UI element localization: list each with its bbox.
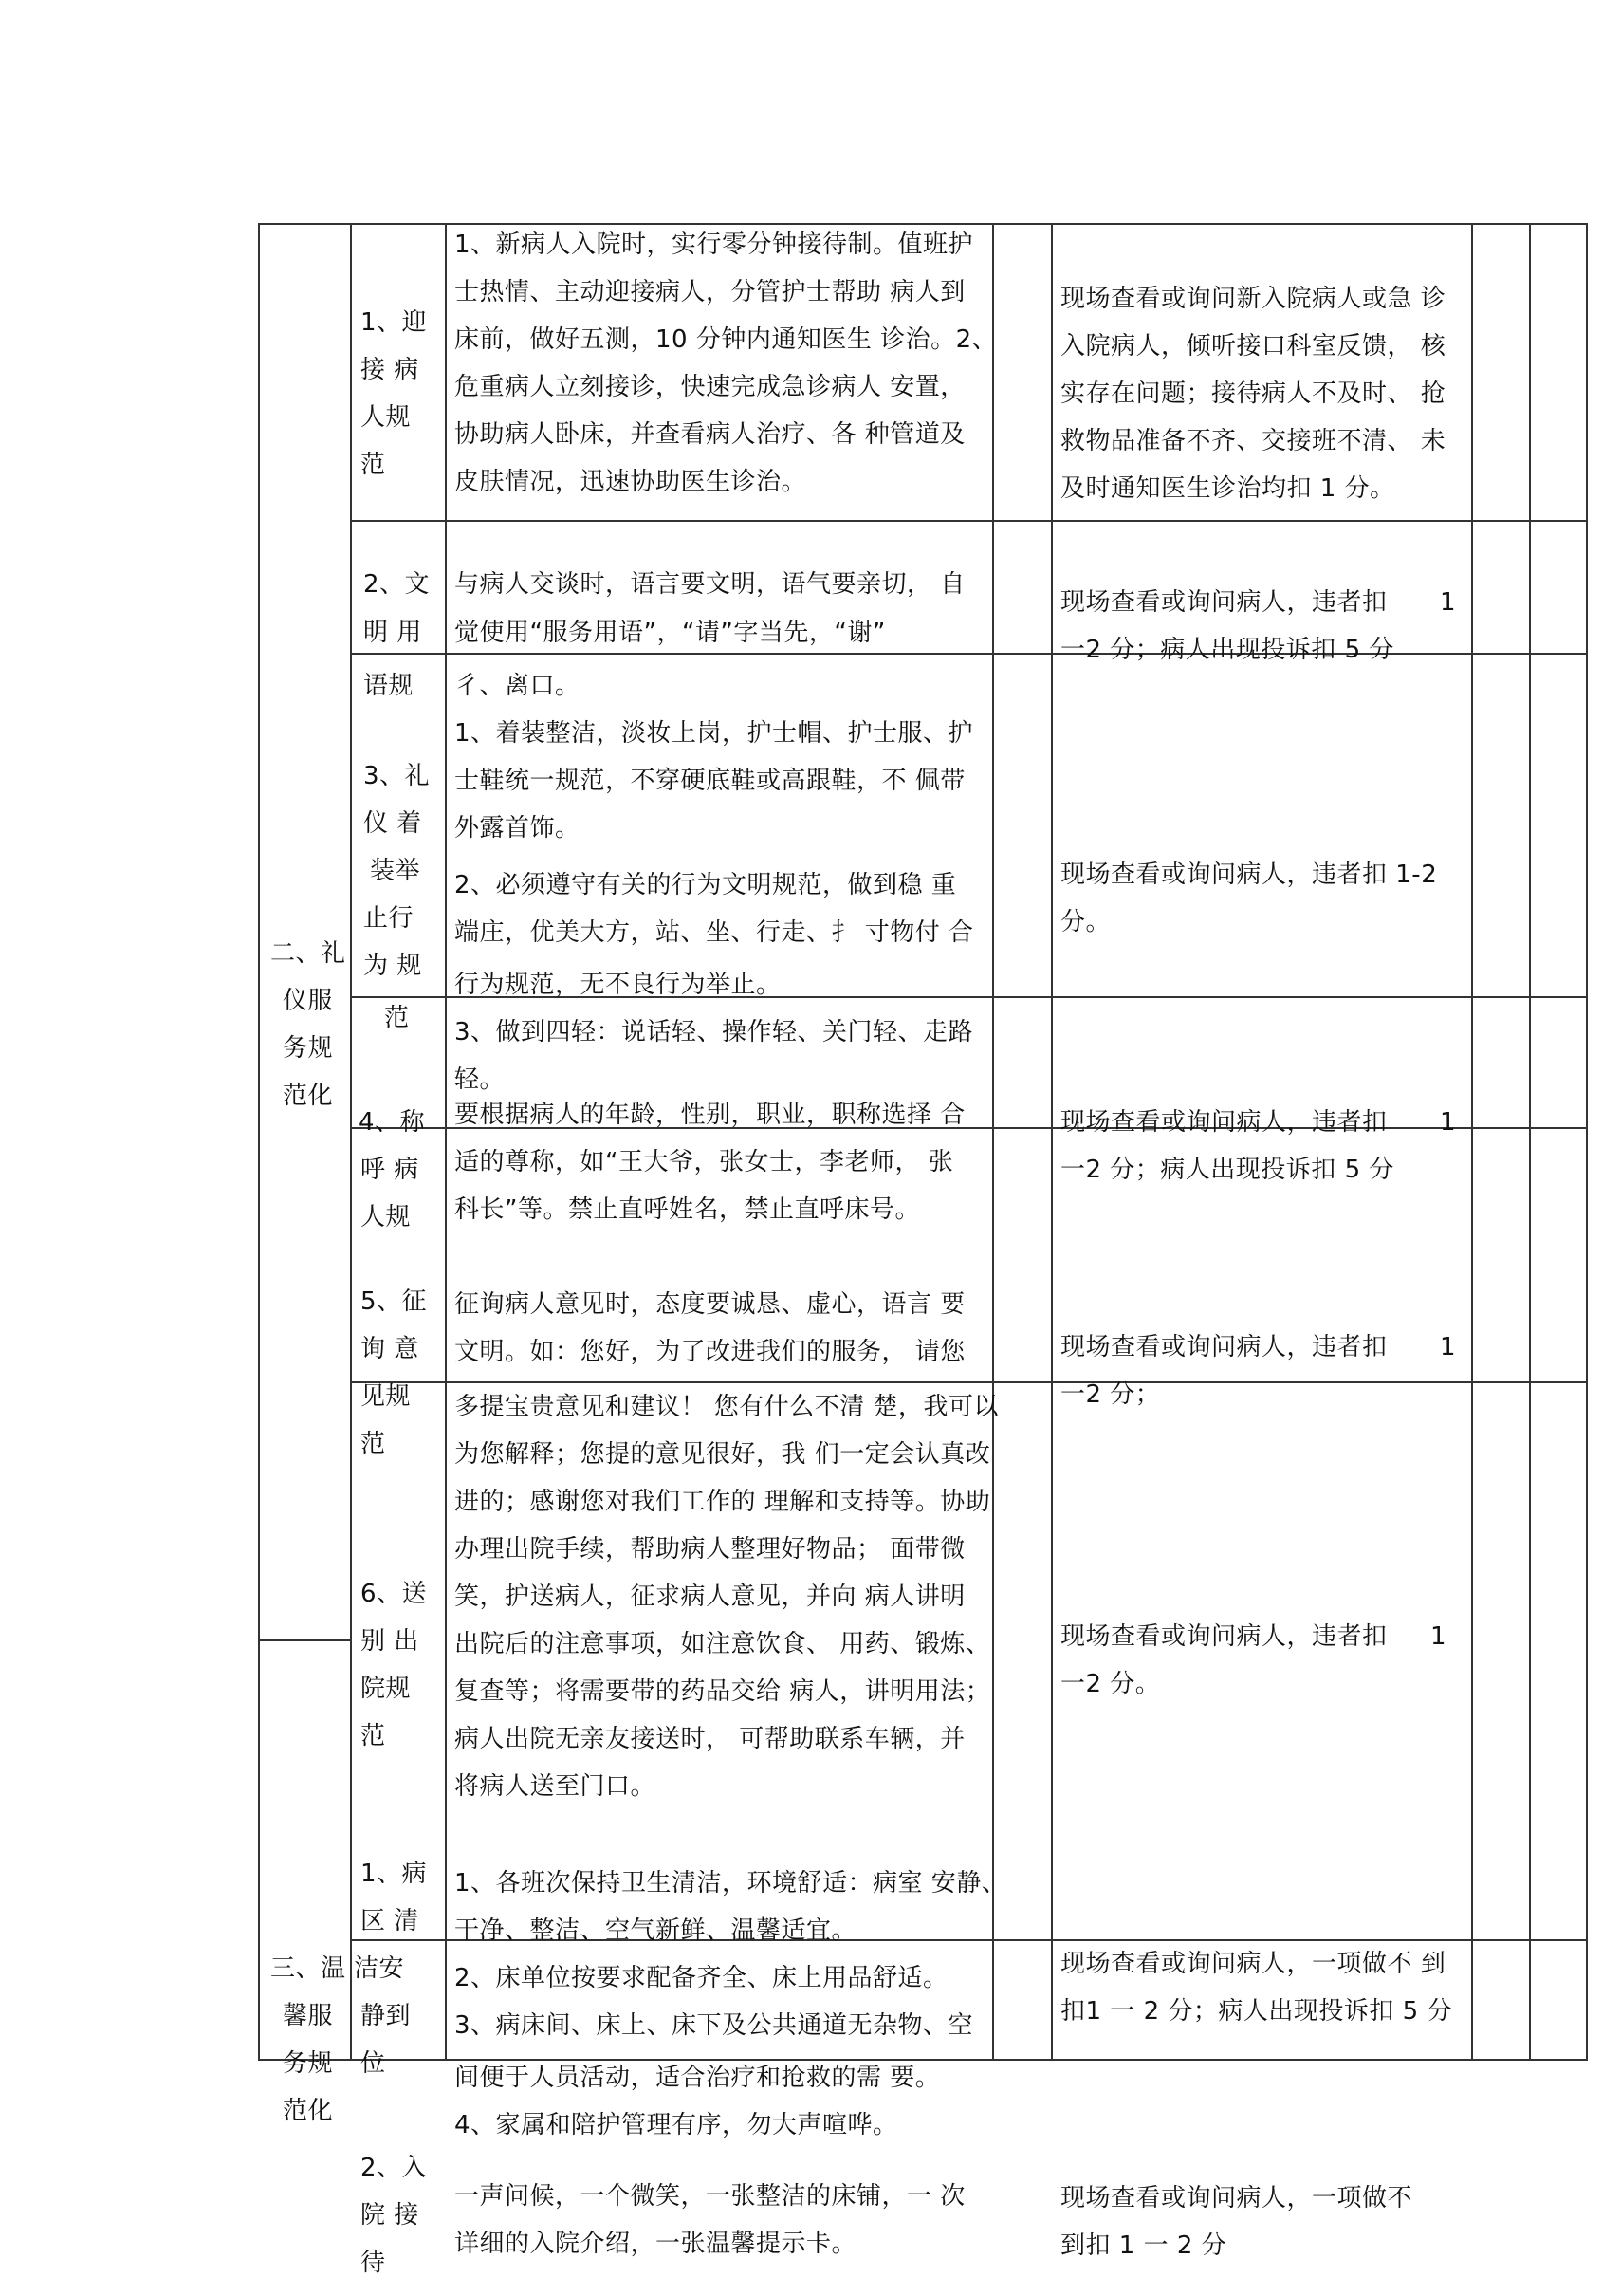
item-line: 洁安 <box>354 1954 405 1983</box>
standard-line: 一声问候，一个微笑，一张整洁的床铺，一 次 <box>454 2182 966 2211</box>
category-line: 二、礼 <box>270 939 346 968</box>
method-line: 及时通知医生诊治均扣 1 分。 <box>1060 474 1395 503</box>
item-line: 为 规 <box>363 952 422 980</box>
standard-line: 要根据病人的年龄，性别，职业，职称选择 合 <box>454 1101 966 1129</box>
method-line: 现场查看或询问病人，一项做不 <box>1060 2184 1413 2213</box>
item-line: 1、迎 <box>360 308 428 337</box>
method-line: 现场查看或询问病人，违者扣 <box>1060 1333 1388 1361</box>
item-line: 6、送 <box>360 1580 428 1608</box>
standard-line: 士热情、主动迎接病人，分管护士帮助 病人到 <box>454 278 966 306</box>
item-line: 见规 <box>360 1382 412 1411</box>
item-line: 2、文 <box>363 570 431 599</box>
method-line: 扣1 一 2 分；病人出现投诉扣 5 分 <box>1060 1997 1452 2026</box>
method-line: 现场查看或询问病人，一项做不 到 <box>1060 1950 1446 1978</box>
item-line: 院 接 <box>360 2201 419 2230</box>
category-line: 范化 <box>283 1082 334 1110</box>
item-line: 别 出 <box>360 1627 419 1656</box>
item-line: 范 <box>360 1722 386 1750</box>
standard-line: 床前，做好五测，10 分钟内通知医生 诊治。2、 <box>454 325 998 354</box>
standard-line: 行为规范，无不良行为举止。 <box>454 971 782 999</box>
standard-line: 与病人交谈时，语言要文明，语气要亲切， 自 <box>454 570 966 599</box>
standard-line: 文明。如：您好，为了改进我们的服务， 请您 <box>454 1338 966 1366</box>
category-line: 务规 <box>283 1034 334 1063</box>
standard-line: 外露首饰。 <box>454 814 580 842</box>
item-line: 人规 <box>360 1203 412 1231</box>
method-line: 现场查看或询问病人，违者扣 <box>1060 1108 1388 1137</box>
standard-line: 彳、离口。 <box>454 672 580 700</box>
method-line: 实存在问题；接待病人不及时、 抢 <box>1060 380 1446 408</box>
standard-line: 3、做到四轻：说话轻、操作轻、关门轻、走路 <box>454 1018 974 1046</box>
standard-line: 轻。 <box>454 1065 506 1094</box>
item-line: 明 用 <box>363 619 422 647</box>
item-line: 4、称 <box>359 1108 426 1137</box>
standard-line: 协助病人卧床，并查看病人治疗、各 种管道及 <box>454 420 966 449</box>
method-tail: 1 <box>1440 1333 1457 1361</box>
standard-line: 间便于人员活动，适合治疗和抢救的需 要。 <box>454 2064 941 2092</box>
standard-line: 办理出院手续，帮助病人整理好物品； 面带微 <box>454 1535 966 1564</box>
item-line: 人规 <box>360 403 412 432</box>
category-line: 仪服 <box>283 987 334 1015</box>
item-line: 范 <box>360 1430 386 1458</box>
standard-line: 3、病床间、床上、床下及公共通道无杂物、空 <box>454 2011 974 2040</box>
standard-line: 适的尊称，如“王大爷，张女士，李老师， 张 <box>454 1148 954 1176</box>
standard-line: 1、各班次保持卫生清洁，环境舒适：病室 安静、 <box>454 1869 1007 1898</box>
method-line: 一2 分；病人出现投诉扣 5 分 <box>1060 636 1394 664</box>
method-tail: 1 <box>1440 588 1457 617</box>
item-line: 1、病 <box>360 1860 428 1888</box>
method-line: 一2 分。 <box>1060 1670 1161 1698</box>
standard-line: 端庄，优美大方，站、坐、行走、扌 寸物付 合 <box>454 918 974 947</box>
standard-line: 笑，护送病人，征求病人意见，并向 病人讲明 <box>454 1583 966 1611</box>
standard-line: 皮肤情况，迅速协助医生诊治。 <box>454 468 807 496</box>
item-line: 范 <box>360 451 386 479</box>
standard-line: 士鞋统一规范，不穿硬底鞋或高跟鞋，不 佩带 <box>454 767 966 795</box>
item-line: 静到 <box>360 2002 412 2030</box>
standard-line: 将病人送至门口。 <box>454 1772 656 1801</box>
item-line: 接 病 <box>360 356 419 384</box>
item-line: 区 清 <box>360 1907 419 1935</box>
category-line: 务规 <box>283 2049 334 2078</box>
item-line: 语规 <box>363 672 414 700</box>
item-line: 位 <box>360 2049 386 2078</box>
method-line: 到扣 1 一 2 分 <box>1060 2231 1227 2260</box>
standard-line: 为您解释；您提的意见很好，我 们一定会认真改 <box>454 1440 991 1469</box>
category-line: 馨服 <box>283 2002 334 2030</box>
standard-line: 进的；感谢您对我们工作的 理解和支持等。协助 <box>454 1488 991 1516</box>
standard-line: 1、新病人入院时，实行零分钟接待制。值班护 <box>454 231 974 259</box>
method-tail: 1 <box>1430 1622 1447 1651</box>
standard-line: 4、家属和陪护管理有序，勿大声喧哗。 <box>454 2111 898 2139</box>
category-line: 范化 <box>283 2097 334 2125</box>
method-tail: 1 <box>1440 1108 1457 1137</box>
method-line: 现场查看或询问新入院病人或急 诊 <box>1060 285 1446 313</box>
item-line: 5、征 <box>360 1287 428 1316</box>
standard-line: 干净、整洁、空气新鲜、温馨适宜。 <box>454 1916 857 1945</box>
item-line: 院规 <box>360 1675 412 1703</box>
standard-line: 2、床单位按要求配备齐全、床上用品舒适。 <box>454 1964 949 1992</box>
item-line: 待 <box>360 2249 386 2277</box>
standard-line: 病人出院无亲友接送时， 可帮助联系车辆，并 <box>454 1725 966 1753</box>
standard-line: 复查等；将需要带的药品交给 病人，讲明用法； <box>454 1677 991 1706</box>
method-line: 救物品准备不齐、交接班不清、 未 <box>1060 427 1446 455</box>
item-line: 装举 <box>370 857 421 885</box>
standard-line: 科长”等。禁止直呼姓名，禁止直呼床号。 <box>454 1195 920 1224</box>
standard-line: 征询病人意见时，态度要诚恳、虚心，语言 要 <box>454 1290 966 1319</box>
method-line: 一2 分；病人出现投诉扣 5 分 <box>1060 1156 1394 1184</box>
item-line: 3、礼 <box>363 762 431 790</box>
method-line: 现场查看或询问病人，违者扣 <box>1060 588 1388 617</box>
standard-line: 危重病人立刻接诊，快速完成急诊病人 安置， <box>454 373 966 401</box>
standard-line: 2、必须遵守有关的行为文明规范，做到稳 重 <box>454 871 957 899</box>
method-line: 一2 分； <box>1060 1380 1161 1409</box>
standard-line: 1、着装整洁，淡妆上岗，护士帽、护士服、护 <box>454 719 974 748</box>
item-line: 止行 <box>363 904 414 933</box>
category-line: 三、温 <box>270 1954 346 1983</box>
item-line: 2、入 <box>360 2154 428 2182</box>
standard-line: 详细的入院介绍，一张温馨提示卡。 <box>454 2230 857 2258</box>
method-line: 分。 <box>1060 908 1112 936</box>
item-line: 询 意 <box>360 1335 419 1363</box>
standard-line: 多提宝贵意见和建议！ 您有什么不清 楚，我可以 <box>454 1393 1000 1421</box>
standard-line: 觉使用“服务用语”，“请”字当先，“谢” <box>454 619 886 647</box>
method-line: 现场查看或询问病人，违者扣 <box>1060 1622 1388 1651</box>
method-line: 入院病人，倾听接口科室反馈， 核 <box>1060 332 1446 361</box>
standard-line: 出院后的注意事项，如注意饮食、 用药、锻炼、 <box>454 1630 991 1658</box>
item-line: 仪 着 <box>363 809 422 838</box>
item-line: 呼 病 <box>360 1156 419 1184</box>
method-line: 现场查看或询问病人，违者扣 1-2 <box>1060 861 1438 889</box>
item-line: 范 <box>384 1004 410 1032</box>
